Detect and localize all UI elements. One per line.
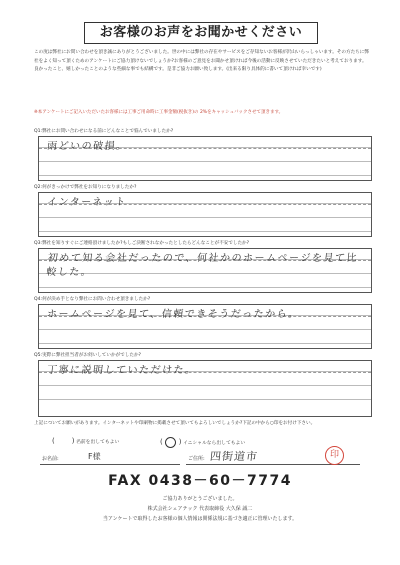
page-title: お客様のお声をお聞かせください	[84, 22, 318, 44]
option-1-label: 名前を出してもよい	[76, 440, 120, 445]
question-3-answer: 初めて知る会社だったので、何社かのホームページを見て比較した。	[45, 253, 359, 278]
question-4-answer-box[interactable]	[38, 304, 372, 349]
cashback-note: ※本アンケートにご記入いただいたお客様には工事ご用命時に工事金額(税抜き)の 2%をキャッシュバックさせて頂きます。	[34, 110, 284, 115]
question-2-answer: インターネット	[46, 197, 128, 208]
fax-number: FAX 0438－60－7774	[108, 473, 292, 489]
option-initial-ok[interactable]	[160, 437, 245, 448]
option-1-paren-close: )	[71, 437, 75, 445]
question-2-answer-box[interactable]	[38, 192, 372, 237]
question-5-label: Q5:実際に弊社担当者がお伺いしていかがでしたか?	[34, 353, 141, 358]
option-name-ok[interactable]	[52, 437, 119, 447]
seal-stamp: 印	[325, 446, 344, 465]
question-3-answer-box[interactable]	[38, 248, 372, 293]
question-5-answer: 丁寧に説明していただけた。	[46, 365, 198, 376]
question-1-answer-box[interactable]	[38, 136, 372, 181]
question-4-answer: ホームページを見て、信頼できそうだったから。	[46, 309, 301, 320]
option-2-paren-close: )	[178, 438, 182, 446]
option-1-paren-open: (	[52, 437, 55, 445]
option-2-label: イニシャルなら出してもよい	[183, 441, 246, 446]
address-label: ご住所:	[188, 456, 205, 462]
name-label: お名前:	[42, 456, 59, 462]
privacy-note: 当アンケートで取得したお客様の個人情報は関係法規に基づき適正に管理いたします。	[102, 516, 298, 522]
question-1-answer: 雨どいの破損。	[46, 141, 129, 152]
question-5-answer-box[interactable]	[38, 360, 372, 417]
thanks-text: ご協力ありがとうございました。	[162, 496, 238, 502]
question-1-label: Q1:弊社にお問い合わせになる前にどんなことで悩んでいましたか?	[34, 129, 174, 134]
question-3-label: Q3:弊社を知りすぐにご連絡頂けましたか?もしご決断されなかったとしたらどんなことが不安でしたか?	[34, 241, 250, 246]
question-2-label: Q2:何がきっかけで弊社をお知りになりましたか?	[34, 185, 137, 190]
selected-circle-mark	[165, 437, 176, 448]
name-underline	[40, 464, 180, 465]
publication-request-note: 上記についてお願いがあります。インターネットや印刷物に掲載させて頂いてもよろしいでしょうか?下記の中から○印をお付け下さい。	[34, 421, 316, 426]
question-4-label: Q4:何が決め手となり弊社にお問い合わせ頂きましたか?	[34, 297, 151, 302]
company-name: 株式会社シェアテック 代表取締役 大久保 誠二	[147, 506, 253, 512]
address-value[interactable]: 四街道市	[209, 450, 259, 463]
intro-text: この度は弊社にお問い合わせを頂き誠にありがとうございました。世の中には弊社の存在やサービスをご存知ないお客様が沢山いらっしゃいます。その方たちに弊社をよく知って頂くためのアンケートにご協力頂けないでしょうか?お客様のご意見をお聞かせ頂ければ今後の活動に反映させていただきたいと考えております。良かったこと、嬉しかったことのような些細な事でも結構です。是非ご協力お願い致します。(出来る限り具体的に書いて頂ければ幸いです)	[34, 50, 369, 73]
name-value[interactable]: F様	[88, 452, 101, 461]
option-2-paren-open: (	[160, 438, 163, 446]
